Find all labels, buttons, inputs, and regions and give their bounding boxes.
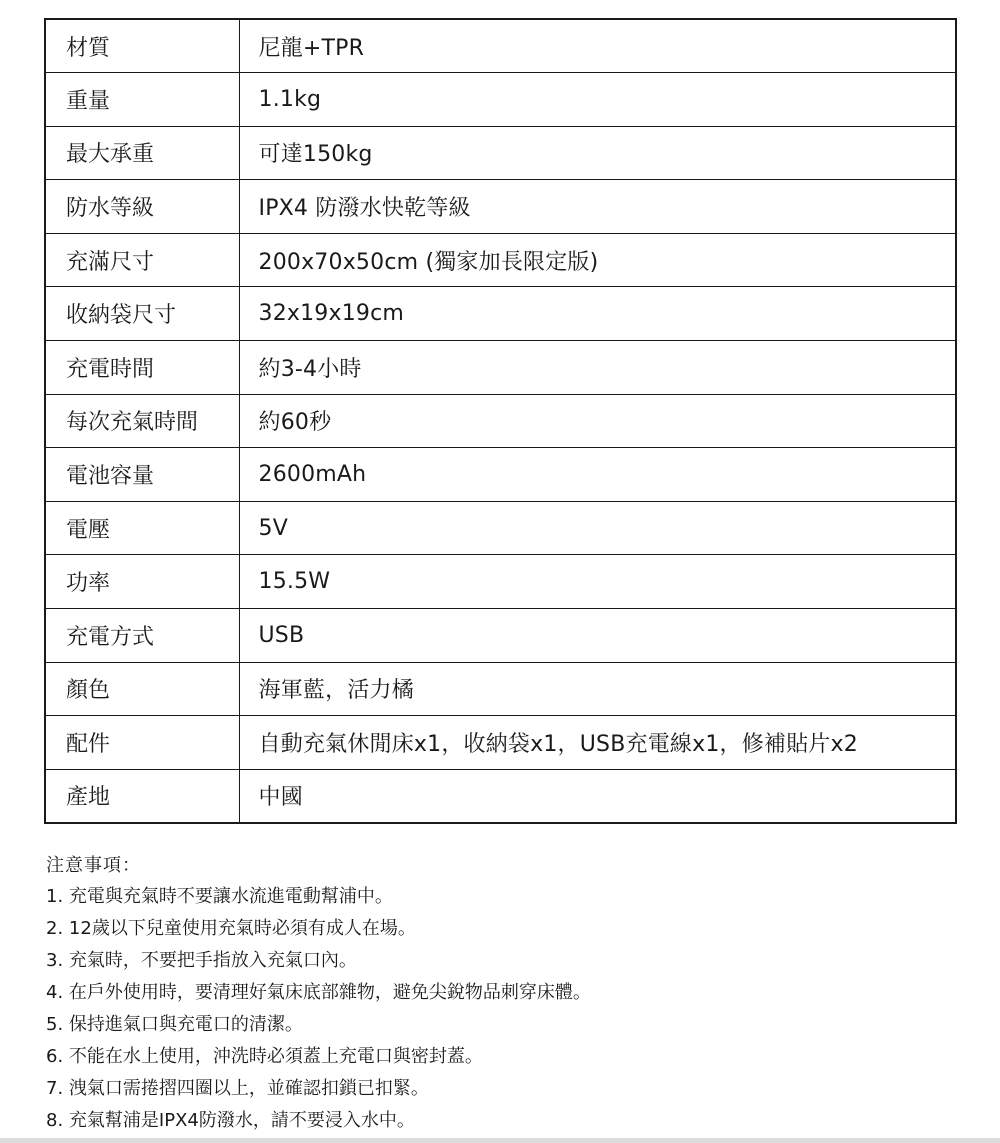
spec-row-waterproof [45, 180, 956, 234]
spec-value: 15.5W [239, 555, 956, 609]
spec-row-power [45, 555, 956, 609]
spec-label: 電壓 [45, 501, 239, 555]
note-text: 12歲以下兒童使用充氣時必須有成人在場。 [68, 918, 416, 939]
spec-label: 功率 [45, 555, 239, 609]
note-number: 3. [46, 950, 64, 971]
note-text: 充電與充氣時不要讓水流進電動幫浦中。 [68, 886, 393, 907]
spec-row-charge-time [45, 341, 956, 395]
note-item [46, 1105, 966, 1137]
note-number: 6. [46, 1046, 64, 1067]
spec-table [44, 18, 957, 824]
spec-row-inflate-time [45, 394, 956, 448]
note-item [46, 1073, 966, 1105]
spec-value: 尼龍+TPR [239, 19, 956, 73]
note-text: 保持進氣口與充電口的清潔。 [68, 1014, 303, 1035]
note-text: 在戶外使用時，要清理好氣床底部雜物，避免尖銳物品刺穿床體。 [68, 982, 591, 1003]
spec-value: 1.1kg [239, 73, 956, 127]
note-number: 8. [46, 1110, 64, 1131]
spec-row-material [45, 19, 956, 73]
note-item [46, 1009, 966, 1041]
spec-label: 重量 [45, 73, 239, 127]
spec-row-bag-size [45, 287, 956, 341]
spec-label: 防水等級 [45, 180, 239, 234]
spec-label: 充滿尺寸 [45, 233, 239, 287]
note-number: 7. [46, 1078, 64, 1099]
spec-value: 海軍藍，活力橘 [239, 662, 956, 716]
note-text: 不能在水上使用，沖洗時必須蓋上充電口與密封蓋。 [68, 1046, 483, 1067]
spec-row-color [45, 662, 956, 716]
note-text: 充氣時，不要把手指放入充氣口內。 [68, 950, 357, 971]
spec-label: 電池容量 [45, 448, 239, 502]
spec-value: IPX4 防潑水快乾等級 [239, 180, 956, 234]
spec-label: 收納袋尺寸 [45, 287, 239, 341]
spec-row-charge-method [45, 609, 956, 663]
spec-row-max-load [45, 126, 956, 180]
note-text: 洩氣口需捲摺四圈以上，並確認扣鎖已扣緊。 [68, 1078, 429, 1099]
note-number: 4. [46, 982, 64, 1003]
note-item [46, 945, 966, 977]
spec-row-voltage [45, 501, 956, 555]
spec-value: 約60秒 [239, 394, 956, 448]
spec-row-origin [45, 769, 956, 823]
spec-row-accessories [45, 716, 956, 770]
note-number: 1. [46, 886, 64, 907]
spec-label: 充電時間 [45, 341, 239, 395]
note-item [46, 913, 966, 945]
spec-label: 最大承重 [45, 126, 239, 180]
spec-value: 約3-4小時 [239, 341, 956, 395]
note-text: 充氣幫浦是IPX4防潑水，請不要浸入水中。 [68, 1110, 415, 1131]
spec-value: 2600mAh [239, 448, 956, 502]
spec-label: 充電方式 [45, 609, 239, 663]
note-item [46, 1041, 966, 1073]
note-number: 5. [46, 1014, 64, 1035]
spec-value: 中國 [239, 769, 956, 823]
spec-label: 配件 [45, 716, 239, 770]
spec-value: 200x70x50cm (獨家加長限定版) [239, 233, 956, 287]
spec-label: 每次充氣時間 [45, 394, 239, 448]
spec-value: 自動充氣休閒床x1，收納袋x1，USB充電線x1，修補貼片x2 [239, 716, 956, 770]
page-bottom-divider [0, 1138, 1000, 1143]
spec-row-inflated-size [45, 233, 956, 287]
note-item [46, 977, 966, 1009]
spec-row-battery [45, 448, 956, 502]
notes-title: 注意事項： [46, 855, 141, 876]
spec-value: 5V [239, 501, 956, 555]
spec-value: USB [239, 609, 956, 663]
spec-label: 顏色 [45, 662, 239, 716]
spec-label: 材質 [45, 19, 239, 73]
spec-value: 可達150kg [239, 126, 956, 180]
spec-label: 產地 [45, 769, 239, 823]
note-item [46, 881, 966, 913]
notes-section [46, 851, 966, 1137]
spec-value: 32x19x19cm [239, 287, 956, 341]
note-number: 2. [46, 918, 64, 939]
spec-row-weight [45, 73, 956, 127]
